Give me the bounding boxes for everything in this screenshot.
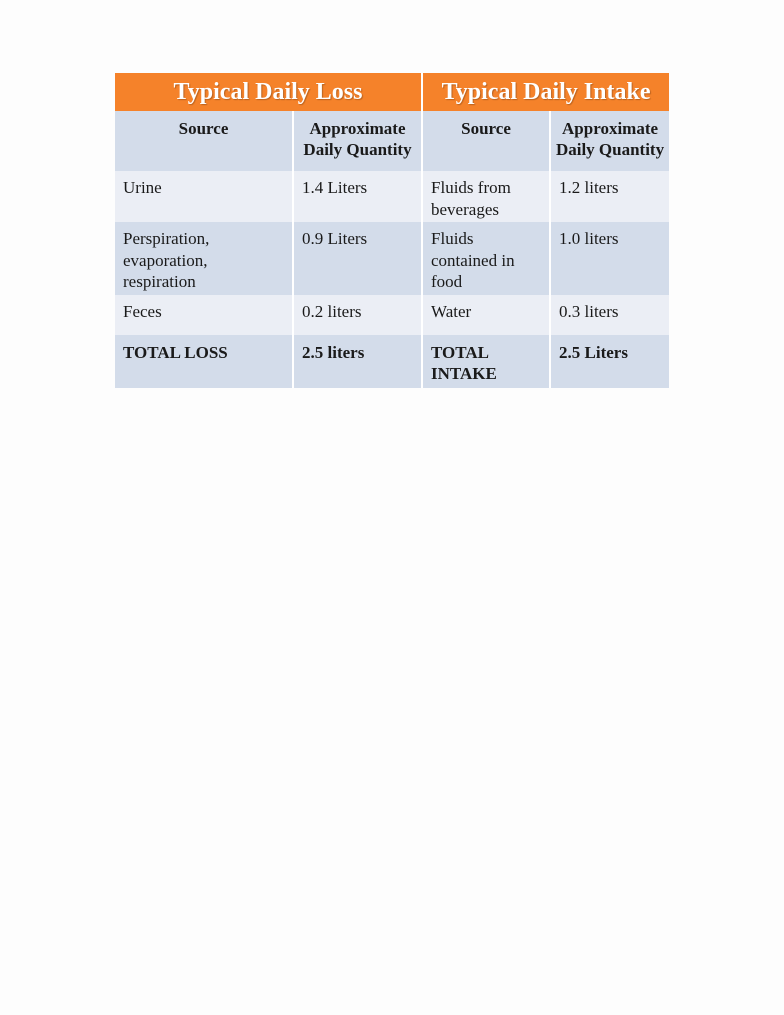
- loss-quantity-cell: 0.9 Liters: [293, 222, 422, 295]
- loss-source-header: Source: [115, 111, 293, 171]
- intake-source-cell: Fluids from beverages: [422, 171, 550, 222]
- table-row: [115, 295, 669, 335]
- loss-source-cell: Urine: [115, 171, 293, 222]
- totals-row: [115, 335, 669, 388]
- intake-quantity-cell: 0.3 liters: [550, 295, 669, 335]
- loss-source-cell: Feces: [115, 295, 293, 335]
- intake-quantity-cell: 1.2 liters: [550, 171, 669, 222]
- daily-intake-title: Typical Daily Intake: [422, 73, 669, 111]
- intake-source-cell: Fluids contained in food: [422, 222, 550, 295]
- section-title-row: [115, 73, 669, 111]
- total-loss-label: TOTAL LOSS: [115, 335, 293, 388]
- loss-quantity-header: Approximate Daily Quantity: [293, 111, 422, 171]
- intake-source-cell: Water: [422, 295, 550, 335]
- table-row: [115, 222, 669, 295]
- total-loss-value: 2.5 liters: [293, 335, 422, 388]
- table-row: [115, 171, 669, 222]
- intake-quantity-cell: 1.0 liters: [550, 222, 669, 295]
- daily-loss-title: Typical Daily Loss: [115, 73, 422, 111]
- column-header-row: [115, 111, 669, 171]
- intake-quantity-header: Approximate Daily Quantity: [550, 111, 669, 171]
- water-balance-table: [115, 73, 669, 388]
- total-intake-value: 2.5 Liters: [550, 335, 669, 388]
- loss-source-cell: Perspiration, evaporation, respiration: [115, 222, 293, 295]
- total-intake-label: TOTAL INTAKE: [422, 335, 550, 388]
- loss-quantity-cell: 1.4 Liters: [293, 171, 422, 222]
- intake-source-header: Source: [422, 111, 550, 171]
- loss-quantity-cell: 0.2 liters: [293, 295, 422, 335]
